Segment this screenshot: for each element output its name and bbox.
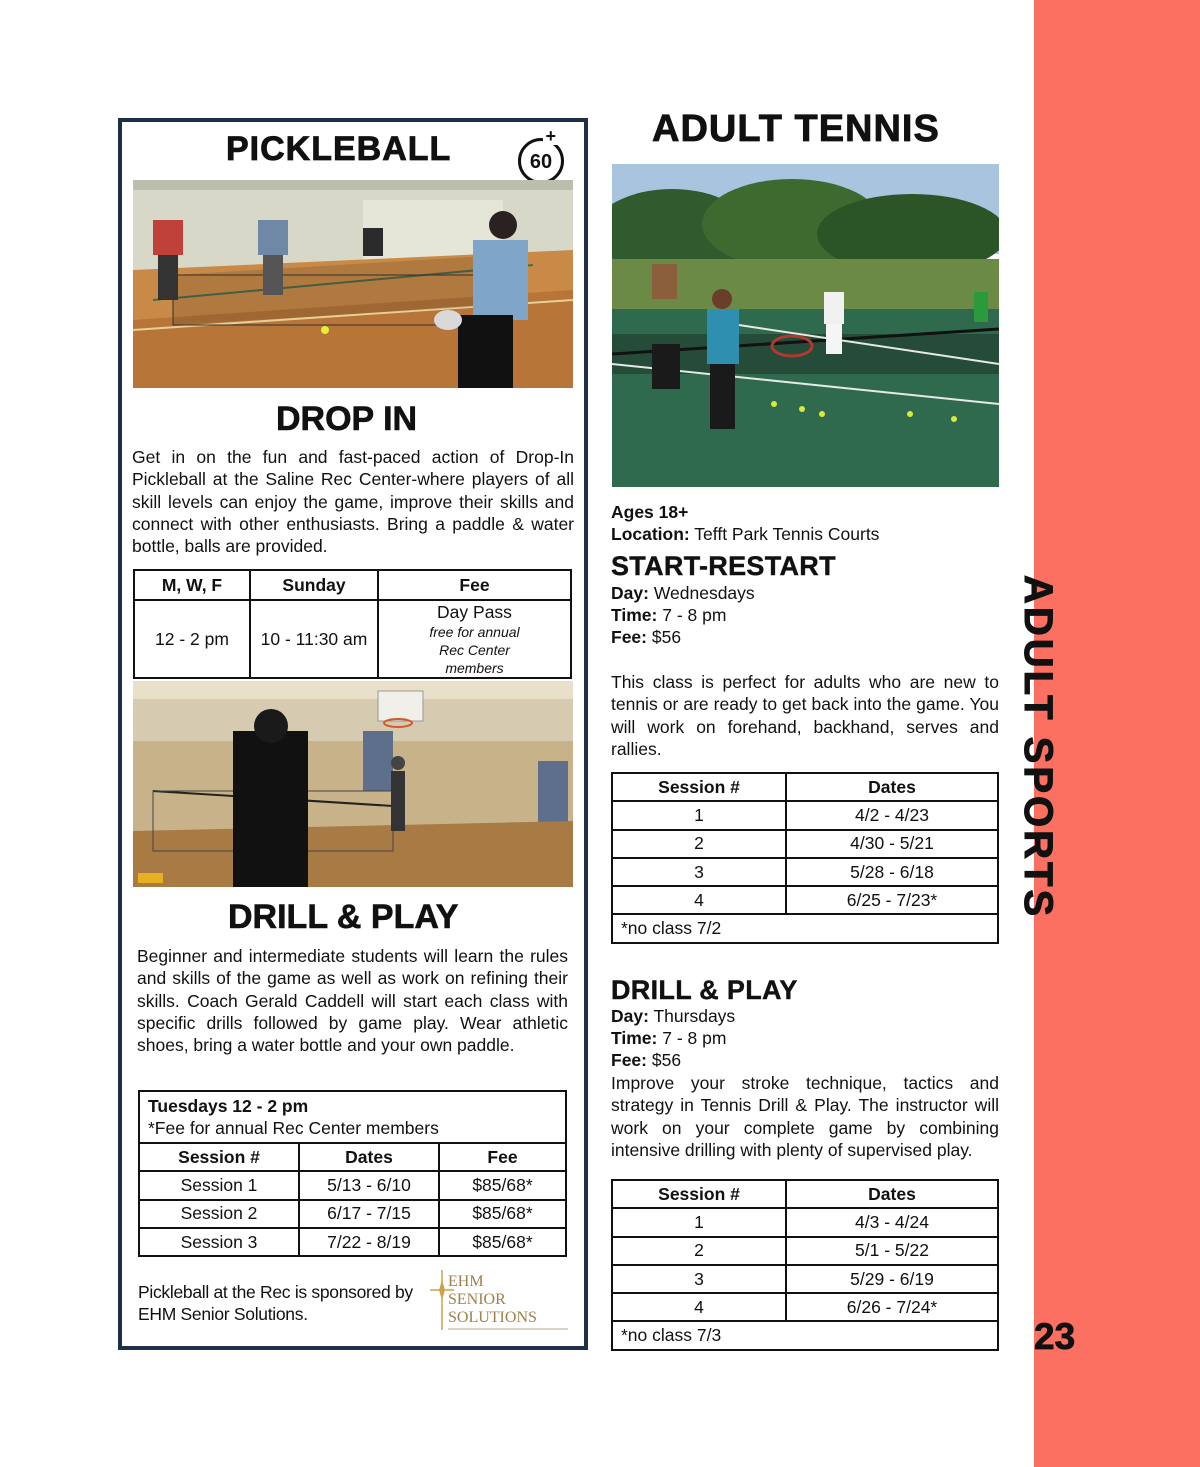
tennis-drill-play-table bbox=[611, 1179, 999, 1351]
table-row bbox=[612, 801, 998, 829]
pickleball-title: PICKLEBALL bbox=[226, 130, 452, 168]
sponsor-text: Pickleball at the Rec is sponsored by EHM Senior Solutions. bbox=[138, 1282, 413, 1324]
start-restart-table bbox=[611, 772, 999, 944]
adult-tennis-title: ADULT TENNIS bbox=[652, 108, 940, 150]
table-row bbox=[612, 858, 998, 886]
svg-text:SOLUTIONS: SOLUTIONS bbox=[448, 1309, 537, 1326]
drill-play-fee: Fee: $56 bbox=[611, 1050, 682, 1070]
table-cell: 6/26 - 7/24* bbox=[786, 1293, 998, 1321]
table-cell: 1 bbox=[612, 801, 786, 829]
location-value: Tefft Park Tennis Courts bbox=[694, 524, 880, 544]
drill-play-time: Time: 7 - 8 pm bbox=[611, 1028, 727, 1048]
table-header: Dates bbox=[786, 1180, 998, 1208]
table-header: Sunday bbox=[250, 570, 378, 600]
table-row bbox=[612, 886, 998, 914]
location-info bbox=[611, 523, 879, 545]
drop-in-table bbox=[133, 569, 572, 679]
table-cell: 5/28 - 6/18 bbox=[786, 858, 998, 886]
table-row bbox=[139, 1228, 566, 1256]
table-row bbox=[139, 1200, 566, 1228]
fee-main: Day Pass bbox=[437, 602, 512, 622]
tennis-drill-play-heading: DRILL & PLAY bbox=[611, 975, 798, 1005]
table-cell: 3 bbox=[612, 858, 786, 886]
table-cell: 12 - 2 pm bbox=[134, 600, 250, 678]
table-note: *no class 7/2 bbox=[612, 914, 998, 942]
table-row bbox=[612, 830, 998, 858]
start-restart-day: Day: Wednesdays bbox=[611, 583, 755, 603]
tennis-drill-play-description: Improve your stroke technique, tactics and strategy in Tennis Drill & Play. The instructor will work on your complete game by combining intensive drilling with plenty of supervised play. bbox=[611, 1073, 999, 1160]
ehm-senior-solutions-logo bbox=[428, 1268, 573, 1334]
table-cell: 10 - 11:30 am bbox=[250, 600, 378, 678]
start-restart-fee: Fee: $56 bbox=[611, 627, 682, 647]
page-number: 23 bbox=[1034, 1316, 1076, 1357]
gym-pickleball-photo bbox=[133, 681, 573, 887]
age-60-plus-icon: + 60 bbox=[518, 138, 564, 184]
schedule-cell bbox=[139, 1091, 566, 1143]
start-restart-heading: START-RESTART bbox=[611, 551, 836, 581]
drill-play-day: Day: Thursdays bbox=[611, 1006, 736, 1026]
table-row bbox=[612, 1237, 998, 1265]
table-header: Dates bbox=[786, 773, 998, 801]
table-cell: Session 3 bbox=[139, 1228, 299, 1256]
schedule: Tuesdays 12 - 2 pm bbox=[148, 1096, 309, 1116]
table-row bbox=[612, 1208, 998, 1236]
svg-text:EHM: EHM bbox=[448, 1273, 484, 1290]
ages-info bbox=[611, 501, 688, 523]
table-cell: 2 bbox=[612, 1237, 786, 1265]
table-cell: $85/68* bbox=[439, 1200, 566, 1228]
table-note: *no class 7/3 bbox=[612, 1321, 998, 1349]
drill-play-table bbox=[138, 1090, 567, 1257]
table-cell: 4 bbox=[612, 1293, 786, 1321]
start-restart-description: This class is perfect for adults who are new to tennis or are ready to get back into the game. You will work on forehand, backhand, serves and rallies. bbox=[611, 672, 999, 759]
table-header: Fee bbox=[378, 570, 571, 600]
table-cell: 5/1 - 5/22 bbox=[786, 1237, 998, 1265]
fee-cell bbox=[378, 600, 571, 678]
table-header: Dates bbox=[299, 1143, 439, 1171]
table-header: Session # bbox=[139, 1143, 299, 1171]
table-row bbox=[139, 1171, 566, 1199]
table-cell: 5/29 - 6/19 bbox=[786, 1265, 998, 1293]
table-cell: 4/30 - 5/21 bbox=[786, 830, 998, 858]
table-cell: 4 bbox=[612, 886, 786, 914]
drill-play-description: Beginner and intermediate students will learn the rules and skills of the game as well as work on refining their skills. Coach Gerald Caddell will start each class with specific drills followed by game play. Wear athletic shoes, bring a water bottle and your own paddle. bbox=[137, 946, 568, 1056]
table-cell: 6/17 - 7/15 bbox=[299, 1200, 439, 1228]
table-header: Session # bbox=[612, 773, 786, 801]
table-header: Fee bbox=[439, 1143, 566, 1171]
table-cell: 4/2 - 4/23 bbox=[786, 801, 998, 829]
table-cell: 5/13 - 6/10 bbox=[299, 1171, 439, 1199]
tennis-court-photo bbox=[612, 164, 999, 487]
table-cell: 3 bbox=[612, 1265, 786, 1293]
table-header: Session # bbox=[612, 1180, 786, 1208]
drill-play-heading: DRILL & PLAY bbox=[228, 898, 459, 936]
table-row bbox=[612, 1265, 998, 1293]
table-cell: 2 bbox=[612, 830, 786, 858]
table-cell: 7/22 - 8/19 bbox=[299, 1228, 439, 1256]
drop-in-heading: DROP IN bbox=[276, 400, 418, 438]
start-restart-time: Time: 7 - 8 pm bbox=[611, 605, 727, 625]
fee-note: *Fee for annual Rec Center members bbox=[148, 1118, 439, 1138]
table-cell: $85/68* bbox=[439, 1228, 566, 1256]
table-cell: 1 bbox=[612, 1208, 786, 1236]
table-cell: Session 2 bbox=[139, 1200, 299, 1228]
svg-text:SENIOR: SENIOR bbox=[448, 1291, 506, 1308]
table-header: M, W, F bbox=[134, 570, 250, 600]
location-label: Location: bbox=[611, 524, 690, 544]
table-cell: Session 1 bbox=[139, 1171, 299, 1199]
table-row bbox=[612, 1293, 998, 1321]
ages: Ages 18+ bbox=[611, 502, 689, 522]
table-cell: $85/68* bbox=[439, 1171, 566, 1199]
drop-in-description: Get in on the fun and fast-paced action of Drop-In Pickleball at the Saline Rec Center-where players of all skill levels can enjoy the game, improve their skills and connect with other enthusiasts. Bring a paddle & water bottle, balls are provided. bbox=[132, 447, 574, 557]
pickleball-court-photo bbox=[133, 180, 573, 388]
fee-sub: free for annual Rec Center members bbox=[429, 624, 520, 676]
table-cell: 6/25 - 7/23* bbox=[786, 886, 998, 914]
table-cell: 4/3 - 4/24 bbox=[786, 1208, 998, 1236]
